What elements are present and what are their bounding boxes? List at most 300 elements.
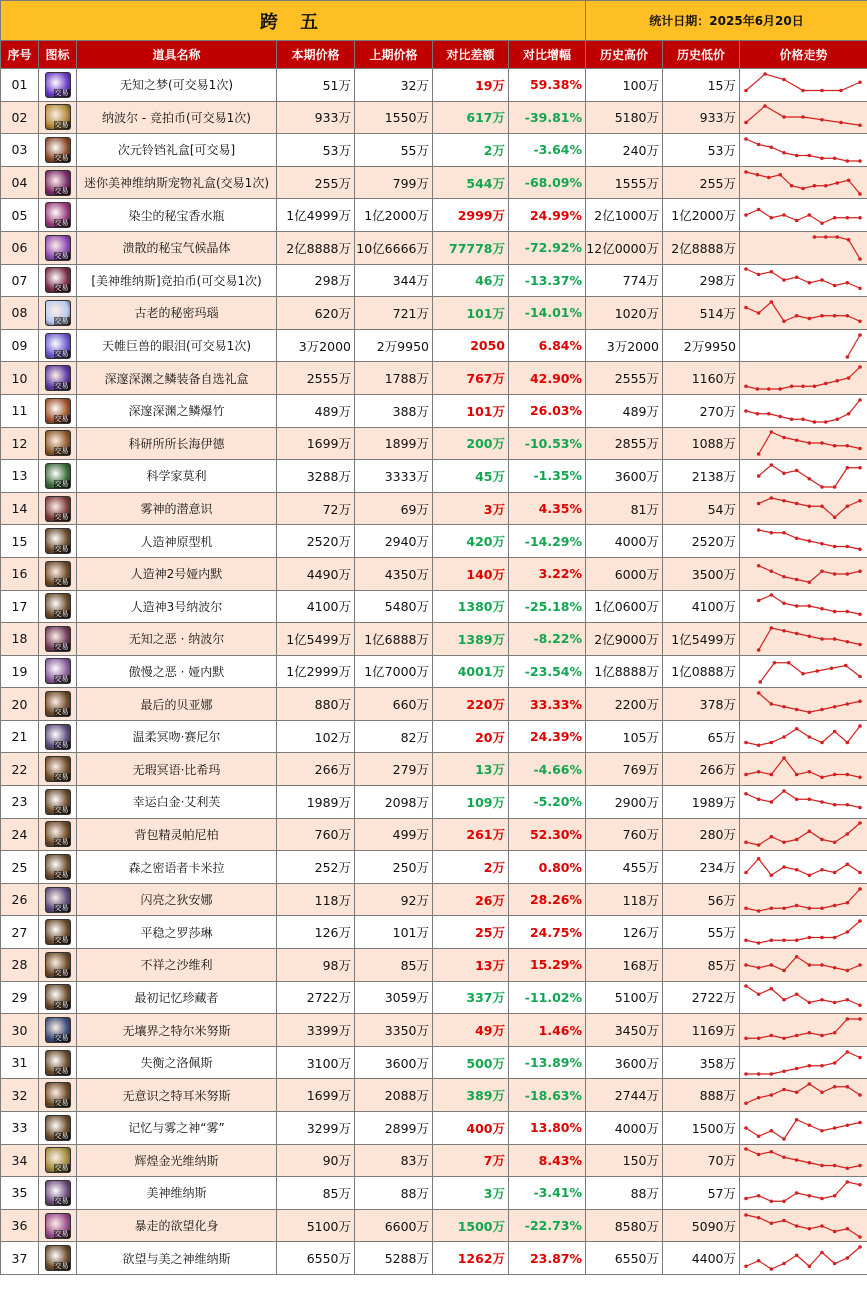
- trend-point: [808, 735, 812, 739]
- row-number: 02: [1, 101, 39, 134]
- trend-point: [808, 1082, 812, 1086]
- trade-tag: 交易: [54, 740, 69, 749]
- history-high: 118万: [586, 883, 663, 916]
- trend-line: [847, 335, 860, 357]
- table-row: [1, 427, 867, 460]
- trend-point: [795, 955, 799, 959]
- trend-point: [767, 412, 771, 416]
- price-trend-sparkline: [740, 1080, 866, 1110]
- item-icon-cell: [39, 134, 77, 167]
- card-icon: [45, 1017, 71, 1043]
- trend-point: [820, 118, 824, 122]
- trade-tag: 交易: [54, 773, 69, 782]
- price-trend-sparkline: [740, 852, 866, 882]
- trend-point: [833, 1126, 837, 1130]
- price-change-percent: 28.26%: [509, 883, 586, 916]
- price-trend-sparkline: [740, 1048, 866, 1078]
- history-high: 3600万: [586, 1046, 663, 1079]
- previous-price: 83万: [355, 1144, 433, 1177]
- history-low: 54万: [663, 492, 740, 525]
- trend-point: [757, 273, 761, 277]
- trend-point: [744, 213, 748, 217]
- trend-point: [847, 178, 851, 182]
- trend-point: [795, 708, 799, 712]
- price-change-percent: -3.64%: [509, 134, 586, 167]
- trend-point: [820, 868, 824, 872]
- trend-point: [770, 702, 774, 706]
- price-trend-cell: [740, 655, 867, 688]
- item-name: 森之密语者卡米拉: [77, 851, 277, 884]
- trend-point: [744, 88, 748, 92]
- trend-point: [770, 1129, 774, 1133]
- row-number: 10: [1, 362, 39, 395]
- current-price: 102万: [277, 720, 355, 753]
- trend-line: [746, 726, 860, 745]
- current-price: 3399万: [277, 1014, 355, 1047]
- price-difference: 20万: [433, 720, 509, 753]
- price-trend-cell: [740, 1046, 867, 1079]
- trend-point: [757, 599, 761, 603]
- trend-line: [746, 1120, 860, 1139]
- trend-point: [782, 865, 786, 869]
- history-high: 774万: [586, 264, 663, 297]
- trade-tag: 交易: [54, 284, 69, 293]
- price-trend-cell: [740, 69, 867, 102]
- history-high: 4000万: [586, 525, 663, 558]
- row-number: 19: [1, 655, 39, 688]
- trend-line: [814, 237, 860, 259]
- purple-orb-icon: [45, 72, 71, 98]
- trend-point: [795, 276, 799, 280]
- stat-date: 统计日期：2025年6月20日: [586, 1, 867, 41]
- trend-point: [744, 740, 748, 744]
- price-trend-sparkline: [740, 754, 866, 784]
- price-trend-sparkline: [740, 135, 866, 165]
- perfume-icon: [45, 202, 71, 228]
- card-icon: [45, 528, 71, 554]
- trend-line: [746, 1215, 860, 1237]
- trend-point: [820, 1224, 824, 1228]
- trend-point: [835, 417, 839, 421]
- trend-point: [795, 537, 799, 541]
- row-number: 32: [1, 1079, 39, 1112]
- trend-point: [846, 355, 850, 359]
- price-trend-sparkline: [740, 787, 866, 817]
- trend-point: [801, 116, 805, 120]
- trend-point: [770, 835, 774, 839]
- price-trend-sparkline: [740, 298, 866, 328]
- row-number: 03: [1, 134, 39, 167]
- trend-point: [795, 1034, 799, 1038]
- row-number: 05: [1, 199, 39, 232]
- previous-price: 279万: [355, 753, 433, 786]
- history-low: 15万: [663, 69, 740, 102]
- trend-point: [770, 1072, 774, 1076]
- previous-price: 388万: [355, 394, 433, 427]
- table-row: [1, 818, 867, 851]
- history-high: 240万: [586, 134, 663, 167]
- previous-price: 2899万: [355, 1112, 433, 1145]
- price-change-percent: -11.02%: [509, 981, 586, 1014]
- table-row: [1, 1112, 867, 1145]
- table-row: [1, 166, 867, 199]
- item-name: 暴走的欲望化身: [77, 1209, 277, 1242]
- price-change-percent: -23.54%: [509, 655, 586, 688]
- price-trend-cell: [740, 623, 867, 656]
- trend-point: [833, 803, 837, 807]
- history-high: 168万: [586, 949, 663, 982]
- price-trend-cell: [740, 1014, 867, 1047]
- card-icon: [45, 1245, 71, 1271]
- trend-point: [833, 314, 837, 318]
- previous-price: 250万: [355, 851, 433, 884]
- trend-point: [846, 640, 850, 644]
- price-trend-sparkline: [740, 656, 866, 686]
- current-price: 255万: [277, 166, 355, 199]
- price-trend-sparkline: [740, 982, 866, 1012]
- trend-point: [757, 528, 761, 532]
- trade-tag: 交易: [54, 1001, 69, 1010]
- previous-price: 3350万: [355, 1014, 433, 1047]
- table-row: [1, 231, 867, 264]
- trend-point: [858, 80, 862, 84]
- item-icon-cell: [39, 1014, 77, 1047]
- trend-point: [833, 156, 837, 160]
- history-low: 514万: [663, 297, 740, 330]
- item-name: 无瑕冥语·比希玛: [77, 753, 277, 786]
- trend-point: [795, 577, 799, 581]
- table-row: [1, 590, 867, 623]
- previous-price: 2088万: [355, 1079, 433, 1112]
- trend-point: [782, 735, 786, 739]
- trend-point: [795, 1191, 799, 1195]
- trend-point: [795, 469, 799, 473]
- price-trend-sparkline: [740, 70, 866, 100]
- item-icon-cell: [39, 231, 77, 264]
- item-name: 温柔冥吻·赛尼尔: [77, 720, 277, 753]
- item-name: 失衡之洛佩斯: [77, 1046, 277, 1079]
- trade-tag: 交易: [54, 316, 69, 325]
- trend-point: [833, 515, 837, 519]
- row-number: 06: [1, 231, 39, 264]
- previous-price: 69万: [355, 492, 433, 525]
- trend-point: [770, 1034, 774, 1038]
- price-difference: 2050: [433, 329, 509, 362]
- trend-point: [757, 453, 761, 457]
- trend-line: [746, 986, 860, 1005]
- row-number: 24: [1, 818, 39, 851]
- price-change-percent: -3.41%: [509, 1177, 586, 1210]
- current-price: 4100万: [277, 590, 355, 623]
- item-icon-cell: [39, 264, 77, 297]
- trend-point: [770, 987, 774, 991]
- price-trend-sparkline: [740, 1178, 866, 1208]
- item-icon-cell: [39, 329, 77, 362]
- trend-point: [858, 1004, 862, 1008]
- item-name: 深邃深渊之鳞爆竹: [77, 394, 277, 427]
- current-price: 6550万: [277, 1242, 355, 1275]
- trend-point: [846, 803, 850, 807]
- trend-point: [778, 414, 782, 418]
- price-trend-sparkline: [740, 722, 866, 752]
- item-icon-cell: [39, 883, 77, 916]
- trend-point: [770, 773, 774, 777]
- table-row: [1, 1177, 867, 1210]
- item-icon-cell: [39, 1079, 77, 1112]
- trend-point: [808, 1227, 812, 1231]
- price-change-percent: 59.38%: [509, 69, 586, 102]
- item-icon-cell: [39, 69, 77, 102]
- price-trend-sparkline: [740, 1015, 866, 1045]
- trend-point: [808, 1064, 812, 1068]
- price-difference: 1500万: [433, 1209, 509, 1242]
- price-difference: 101万: [433, 297, 509, 330]
- price-difference: 4001万: [433, 655, 509, 688]
- history-high: 2855万: [586, 427, 663, 460]
- trend-point: [782, 575, 786, 579]
- trend-point: [795, 939, 799, 943]
- trend-point: [770, 593, 774, 597]
- item-icon-cell: [39, 981, 77, 1014]
- price-change-percent: 24.99%: [509, 199, 586, 232]
- history-high: 2900万: [586, 786, 663, 819]
- trend-point: [782, 1262, 786, 1266]
- trend-point: [782, 116, 786, 120]
- trend-point: [833, 1262, 837, 1266]
- item-icon-cell: [39, 101, 77, 134]
- price-trend-cell: [740, 166, 867, 199]
- history-low: 53万: [663, 134, 740, 167]
- price-trend-sparkline: [740, 1211, 866, 1241]
- previous-price: 4350万: [355, 557, 433, 590]
- trade-tag: 交易: [54, 414, 69, 423]
- history-high: 5180万: [586, 101, 663, 134]
- trend-point: [820, 936, 824, 940]
- history-low: 1亿0888万: [663, 655, 740, 688]
- price-change-percent: 15.29%: [509, 949, 586, 982]
- price-difference: 13万: [433, 753, 509, 786]
- trade-tag: 交易: [54, 1196, 69, 1205]
- trend-point: [744, 841, 748, 845]
- trend-point: [770, 463, 774, 467]
- trend-point: [833, 610, 837, 614]
- trend-point: [820, 279, 824, 283]
- trade-tag: 交易: [54, 708, 69, 717]
- trend-line: [746, 921, 860, 943]
- price-trend-cell: [740, 590, 867, 623]
- item-name: 纳波尔 - 竞拍币(可交易1次): [77, 101, 277, 134]
- trend-point: [795, 1224, 799, 1228]
- trend-point: [801, 672, 805, 676]
- table-row: [1, 1242, 867, 1275]
- price-change-percent: 33.33%: [509, 688, 586, 721]
- trend-point: [770, 1221, 774, 1225]
- trend-point: [833, 1085, 837, 1089]
- trend-point: [808, 539, 812, 543]
- item-icon-cell: [39, 1112, 77, 1145]
- current-price: 2亿8888万: [277, 231, 355, 264]
- trend-point: [846, 159, 850, 163]
- card-icon: [45, 1082, 71, 1108]
- history-low: 1500万: [663, 1112, 740, 1145]
- current-price: 3288万: [277, 460, 355, 493]
- row-number: 22: [1, 753, 39, 786]
- current-price: 3299万: [277, 1112, 355, 1145]
- trend-point: [820, 637, 824, 641]
- trend-point: [782, 279, 786, 283]
- trend-line: [746, 302, 860, 321]
- price-difference: 500万: [433, 1046, 509, 1079]
- row-number: 36: [1, 1209, 39, 1242]
- trend-point: [820, 1164, 824, 1168]
- item-icon-cell: [39, 688, 77, 721]
- table-row: [1, 1014, 867, 1047]
- trend-point: [782, 213, 786, 217]
- price-trend-cell: [740, 883, 867, 916]
- price-trend-sparkline: [740, 1113, 866, 1143]
- history-low: 3500万: [663, 557, 740, 590]
- history-low: 270万: [663, 394, 740, 427]
- trend-point: [795, 1159, 799, 1163]
- trend-point: [744, 268, 748, 272]
- trend-point: [808, 1161, 812, 1165]
- trend-point: [770, 626, 774, 630]
- item-name: 无知之梦(可交易1次): [77, 69, 277, 102]
- price-trend-sparkline: [740, 331, 866, 361]
- price-change-percent: -68.09%: [509, 166, 586, 199]
- trend-point: [808, 504, 812, 508]
- card-icon: [45, 724, 71, 750]
- trend-point: [763, 72, 767, 76]
- trend-point: [833, 903, 837, 907]
- trade-tag: 交易: [54, 512, 69, 521]
- item-icon-cell: [39, 557, 77, 590]
- price-trend-cell: [740, 688, 867, 721]
- card-icon: [45, 821, 71, 847]
- trend-point: [858, 569, 862, 573]
- current-price: 5100万: [277, 1209, 355, 1242]
- trend-point: [757, 143, 761, 147]
- trend-point: [833, 1194, 837, 1198]
- price-trend-cell: [740, 231, 867, 264]
- agate-icon: [45, 300, 71, 326]
- trade-tag: 交易: [54, 577, 69, 586]
- previous-price: 2万9950: [355, 329, 433, 362]
- trend-point: [833, 1061, 837, 1065]
- trend-point: [795, 501, 799, 505]
- price-trend-sparkline: [740, 494, 866, 524]
- table-row: [1, 720, 867, 753]
- price-trend-sparkline: [740, 428, 866, 458]
- trend-point: [757, 501, 761, 505]
- table-row: [1, 101, 867, 134]
- trend-point: [820, 963, 824, 967]
- price-difference: 3万: [433, 1177, 509, 1210]
- row-number: 07: [1, 264, 39, 297]
- price-difference: 261万: [433, 818, 509, 851]
- price-trend-cell: [740, 101, 867, 134]
- trade-tag: 交易: [54, 838, 69, 847]
- pet-box-icon: [45, 170, 71, 196]
- trend-point: [858, 675, 862, 679]
- trend-point: [744, 306, 748, 310]
- previous-price: 55万: [355, 134, 433, 167]
- trend-point: [782, 319, 786, 323]
- trend-point: [820, 1064, 824, 1068]
- trend-point: [820, 442, 824, 446]
- trend-point: [858, 257, 862, 261]
- trend-point: [835, 379, 839, 383]
- trade-tag: 交易: [54, 447, 69, 456]
- card-icon: [45, 756, 71, 782]
- item-icon-cell: [39, 166, 77, 199]
- row-number: 23: [1, 786, 39, 819]
- price-change-percent: 52.30%: [509, 818, 586, 851]
- row-number: 21: [1, 720, 39, 753]
- trend-point: [744, 871, 748, 875]
- trend-point: [757, 797, 761, 801]
- history-low: 234万: [663, 851, 740, 884]
- trend-line: [746, 859, 860, 876]
- trend-point: [833, 1164, 837, 1168]
- table-row: [1, 1046, 867, 1079]
- trade-tag: 交易: [54, 1262, 69, 1271]
- history-low: 2亿8888万: [663, 231, 740, 264]
- current-price: 126万: [277, 916, 355, 949]
- trend-point: [782, 756, 786, 760]
- history-low: 4100万: [663, 590, 740, 623]
- previous-price: 721万: [355, 297, 433, 330]
- price-trend-sparkline: [740, 624, 866, 654]
- trend-point: [790, 184, 794, 188]
- trend-point: [833, 1031, 837, 1035]
- trend-line: [746, 791, 860, 808]
- previous-price: 1788万: [355, 362, 433, 395]
- history-high: 8580万: [586, 1209, 663, 1242]
- history-high: 12亿0000万: [586, 231, 663, 264]
- price-difference: 544万: [433, 166, 509, 199]
- trend-point: [757, 844, 761, 848]
- previous-price: 344万: [355, 264, 433, 297]
- trend-point: [744, 906, 748, 910]
- price-trend-sparkline: [740, 461, 866, 491]
- price-change-percent: -22.73%: [509, 1209, 586, 1242]
- trend-point: [833, 1229, 837, 1233]
- column-header: 本期价格: [277, 41, 355, 69]
- table-row: [1, 134, 867, 167]
- trend-point: [858, 1245, 862, 1249]
- history-low: 1160万: [663, 362, 740, 395]
- history-high: 3万2000: [586, 329, 663, 362]
- trade-tag: 交易: [54, 186, 69, 195]
- history-high: 3600万: [586, 460, 663, 493]
- history-high: 5100万: [586, 981, 663, 1014]
- previous-price: 499万: [355, 818, 433, 851]
- trade-tag: 交易: [54, 1164, 69, 1173]
- price-trend-cell: [740, 1177, 867, 1210]
- price-change-percent: -8.22%: [509, 623, 586, 656]
- current-price: 620万: [277, 297, 355, 330]
- history-high: 1亿0600万: [586, 590, 663, 623]
- trend-point: [820, 1129, 824, 1133]
- trend-point: [744, 1148, 748, 1152]
- history-low: 1088万: [663, 427, 740, 460]
- trend-point: [782, 1036, 786, 1040]
- previous-price: 5480万: [355, 590, 433, 623]
- trend-point: [833, 966, 837, 970]
- history-low: 1989万: [663, 786, 740, 819]
- table-row: [1, 1209, 867, 1242]
